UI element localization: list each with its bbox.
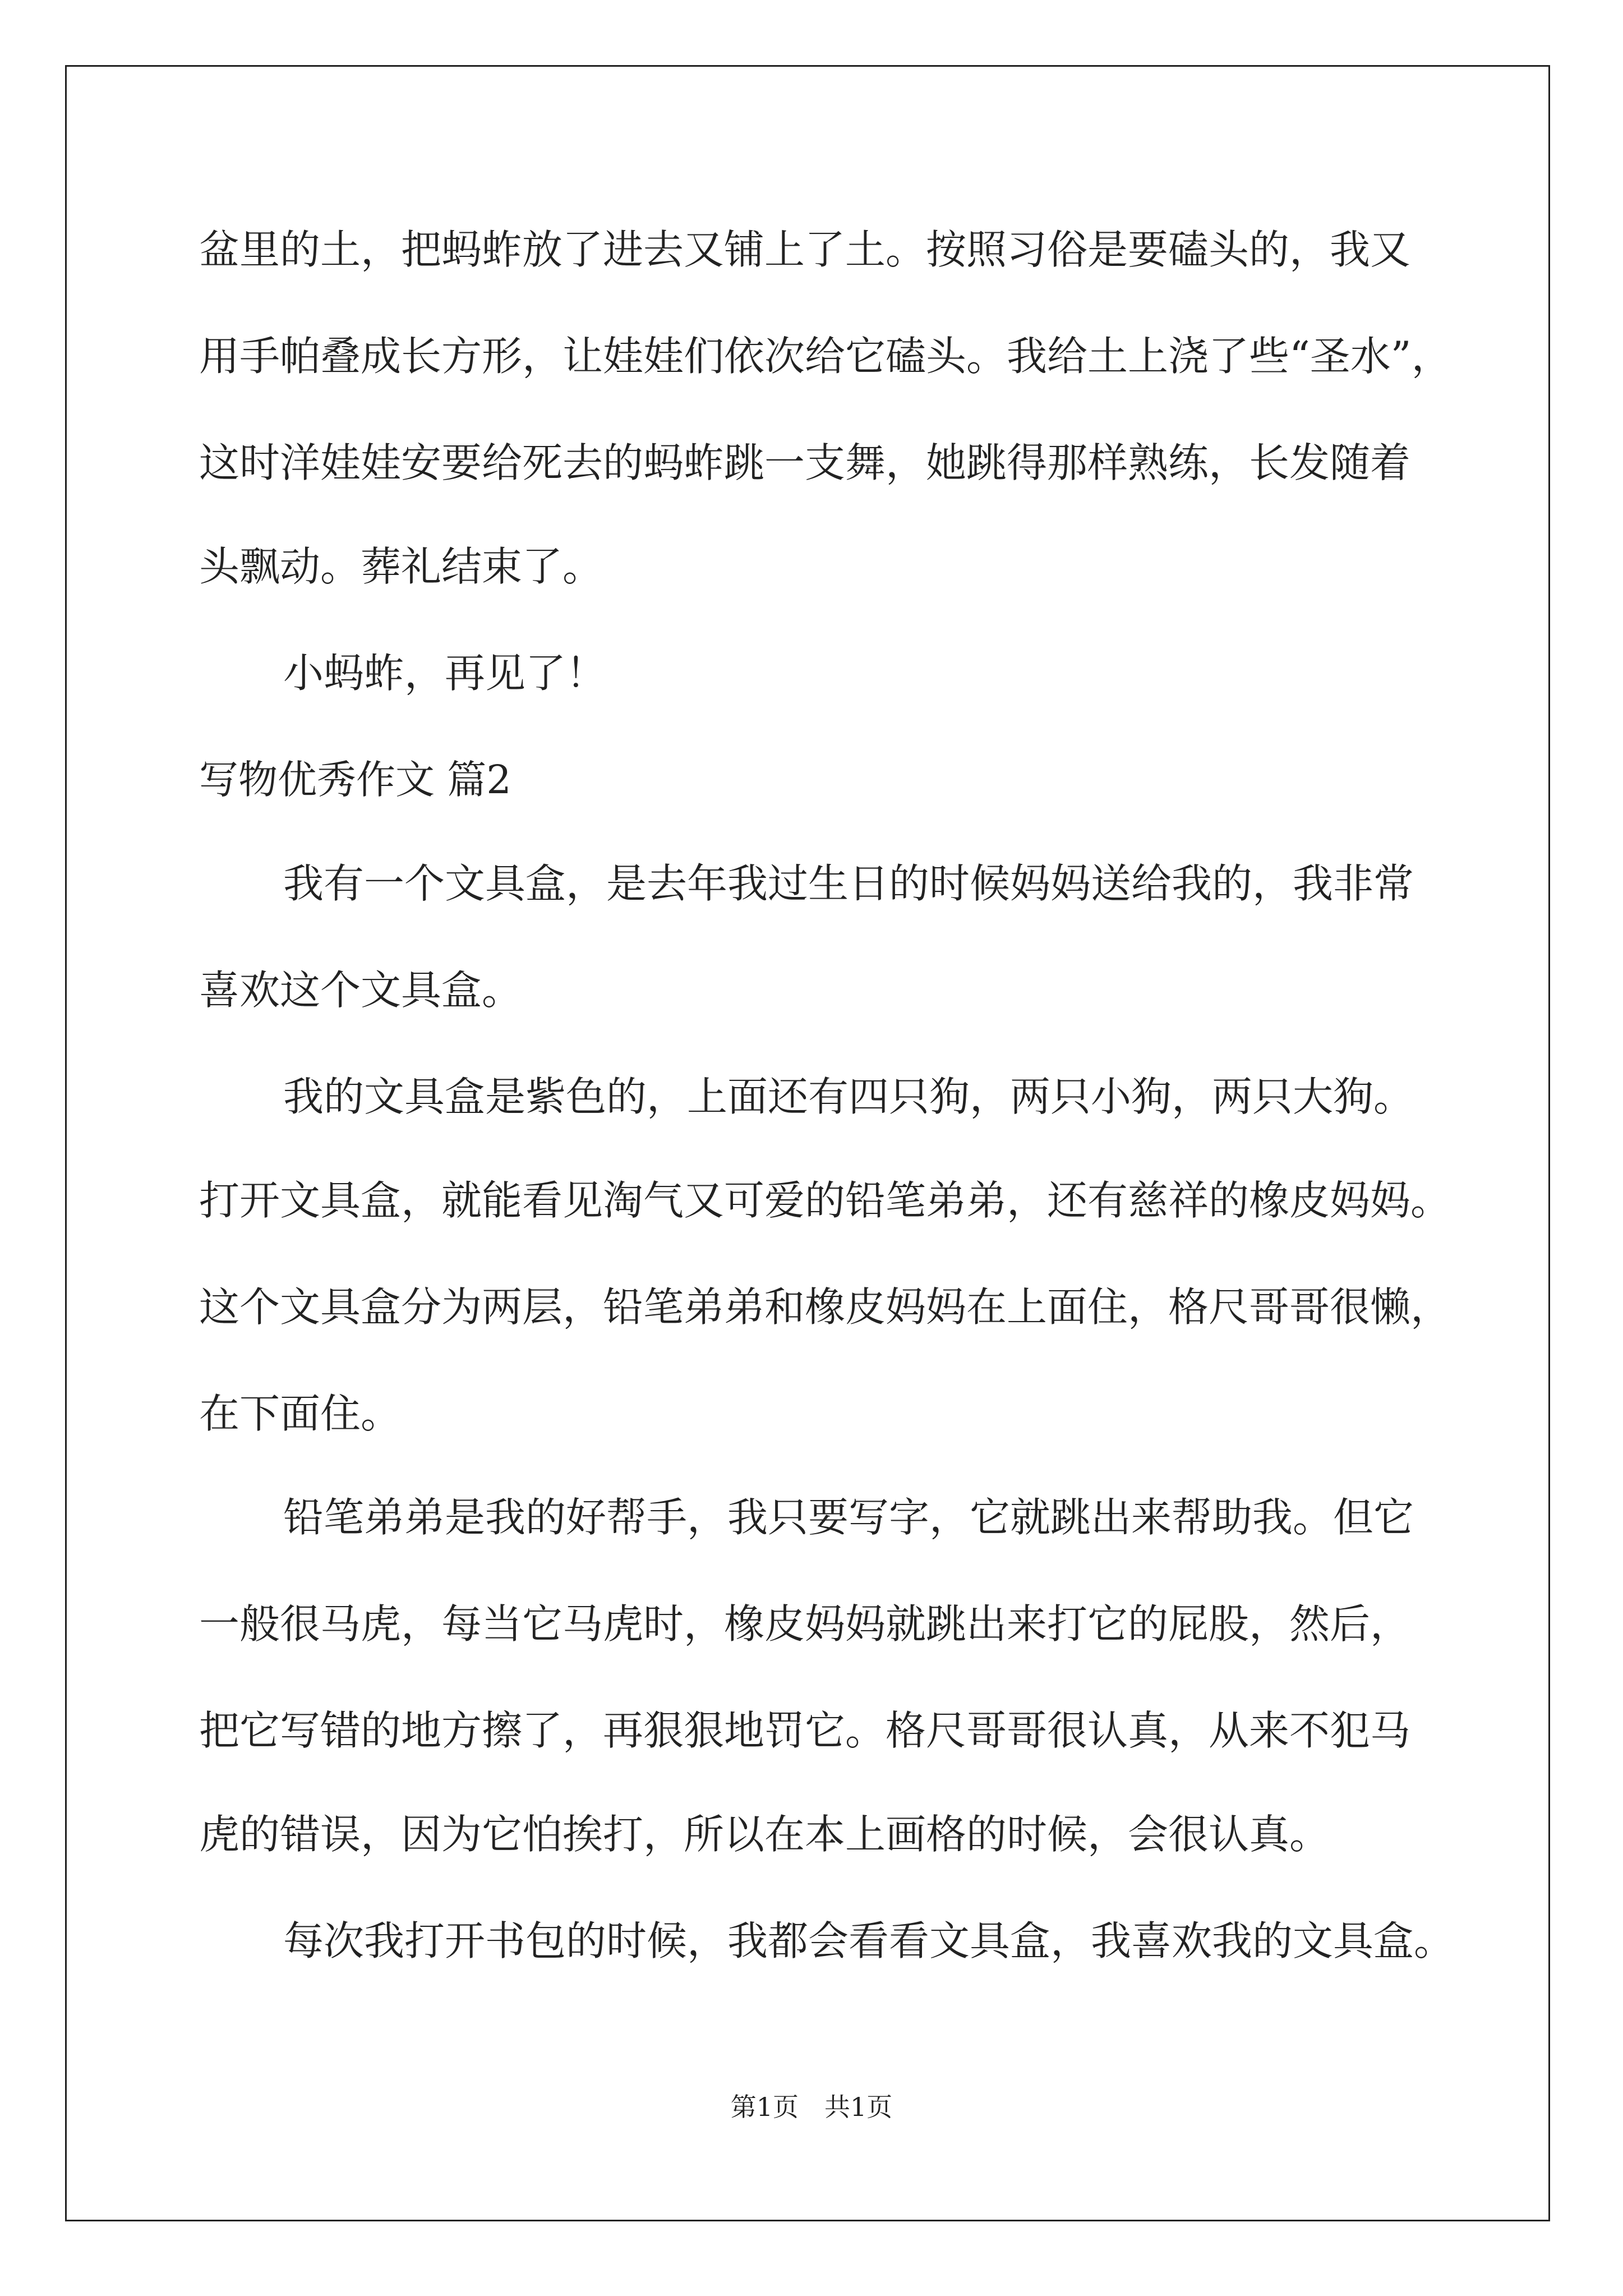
text-line: 小蚂蚱，再见了！ bbox=[283, 650, 607, 697]
text-line: 我有一个文具盒，是去年我过生日的时候妈妈送给我的，我非常 bbox=[283, 860, 1414, 907]
text-line: 铅笔弟弟是我的好帮手，我只要写字，它就跳出来帮助我。但它 bbox=[283, 1494, 1414, 1541]
text-line: 虎的错误，因为它怕挨打，所以在本上画格的时候，会很认真。 bbox=[199, 1811, 1330, 1858]
text-line: 打开文具盒，就能看见淘气又可爱的铅笔弟弟，还有慈祥的橡皮妈妈。 bbox=[199, 1177, 1451, 1224]
text-line: 头飘动。葬礼结束了。 bbox=[199, 543, 603, 590]
text-line: 喜欢这个文具盒。 bbox=[199, 967, 523, 1014]
text-line: 盆里的土，把蚂蚱放了进去又铺上了土。按照习俗是要磕头的，我又 bbox=[199, 226, 1411, 273]
text-line: 这个文具盒分为两层，铅笔弟弟和橡皮妈妈在上面住，格尺哥哥很懒， bbox=[199, 1283, 1451, 1331]
text-line: 在下面住。 bbox=[199, 1390, 402, 1437]
page-footer: 第1页 共1页 bbox=[730, 2092, 893, 2122]
text-line: 我的文具盒是紫色的，上面还有四只狗，两只小狗，两只大狗。 bbox=[283, 1073, 1414, 1120]
text-line: 把它写错的地方擦了，再狠狠地罚它。格尺哥哥很认真，从来不犯马 bbox=[199, 1707, 1411, 1754]
text-line: 用手帕叠成长方形，让娃娃们依次给它磕头。我给土上浇了些“圣水”， bbox=[199, 333, 1452, 380]
text-line: 这时洋娃娃安要给死去的蚂蚱跳一支舞，她跳得那样熟练，长发随着 bbox=[199, 439, 1411, 486]
text-line: 每次我打开书包的时候，我都会看看文具盒，我喜欢我的文具盒。 bbox=[283, 1917, 1455, 1964]
page-border bbox=[65, 65, 1550, 2221]
section-heading: 写物优秀作文 篇2 bbox=[199, 757, 511, 803]
text-line: 一般很马虎，每当它马虎时，橡皮妈妈就跳出来打它的屁股，然后， bbox=[199, 1600, 1411, 1648]
